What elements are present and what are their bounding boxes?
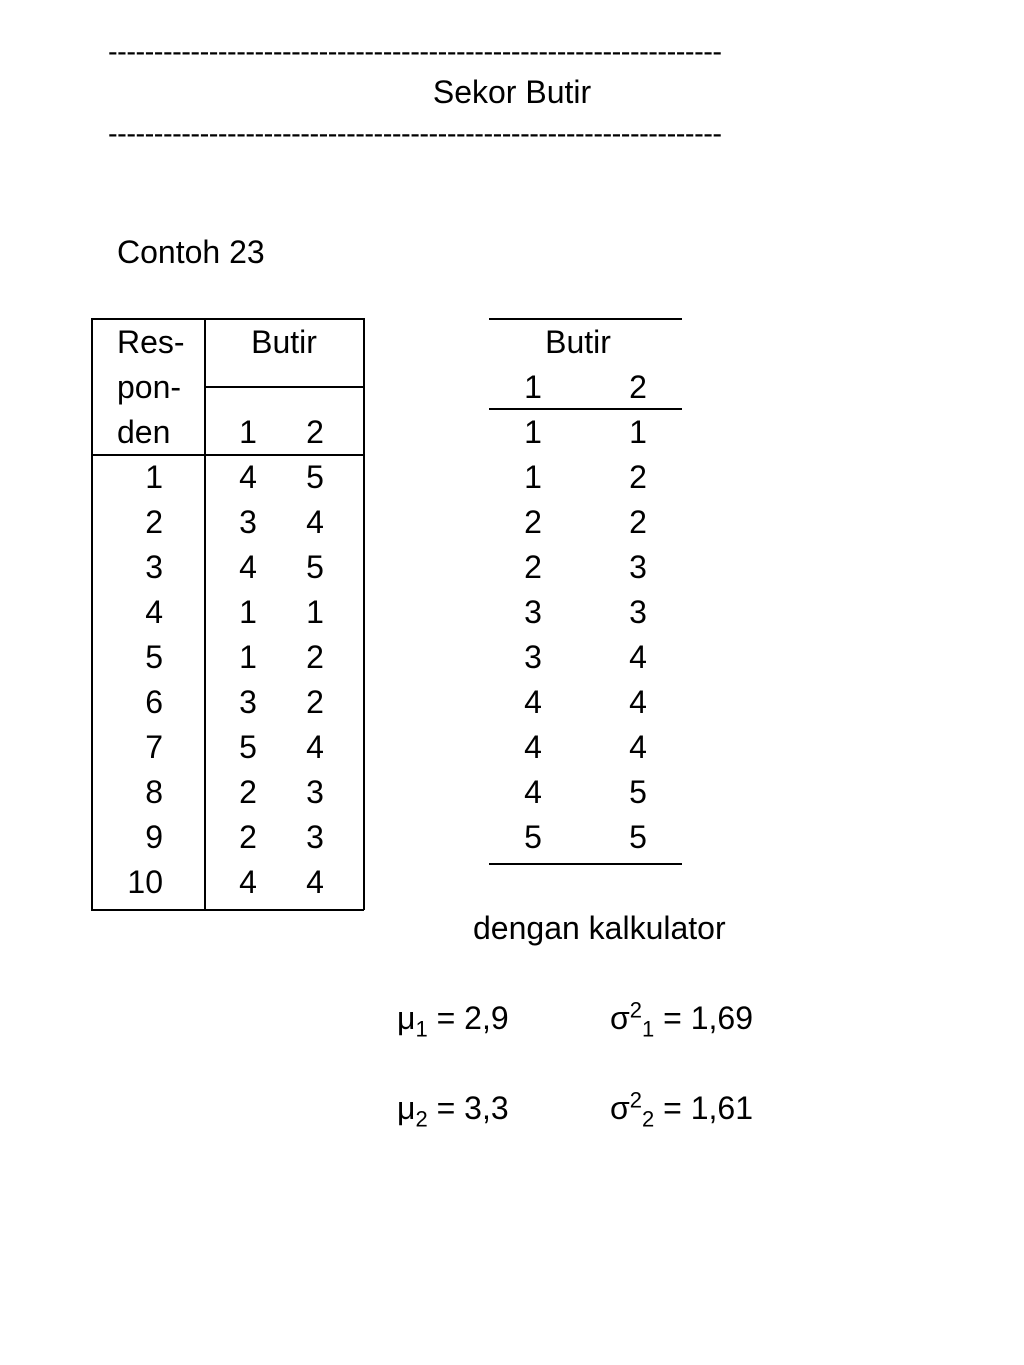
left-table-header-divider (91, 454, 364, 456)
sorted-item-2-score: 4 (629, 729, 647, 765)
right-table-bottom-rule (489, 863, 682, 865)
item-2-score: 4 (306, 864, 324, 900)
sorted-item-1-score: 4 (524, 684, 542, 720)
sorted-item-1-score: 5 (524, 819, 542, 855)
item-1-score: 4 (239, 459, 257, 495)
variance-value: = 1,61 (654, 1090, 753, 1126)
respondent-number: 9 (145, 819, 163, 855)
mu-subscript: 2 (415, 1106, 428, 1132)
item-2-score: 1 (306, 594, 324, 630)
calculator-note: dengan kalkulator (473, 910, 726, 946)
mean-value: = 3,3 (427, 1090, 509, 1126)
sorted-item-2-score: 3 (629, 549, 647, 585)
respondent-number: 6 (145, 684, 163, 720)
header-rule-top: ------------------------------------------------------------------- (108, 36, 722, 68)
example-label: Contoh 23 (117, 234, 265, 270)
sorted-item-1-score: 2 (524, 549, 542, 585)
right-table-header-rule (489, 408, 682, 410)
respondent-number: 3 (145, 549, 163, 585)
item-2-score: 3 (306, 774, 324, 810)
item-2-score: 5 (306, 549, 324, 585)
sorted-item-2-score: 4 (629, 639, 647, 675)
left-butir-header: Butir (251, 324, 317, 360)
respondent-number: 10 (127, 864, 163, 900)
sigma-superscript: 2 (629, 997, 642, 1023)
mean-value: = 2,9 (427, 1000, 509, 1036)
item-2-score: 2 (306, 639, 324, 675)
respondent-number: 8 (145, 774, 163, 810)
item-1-score: 4 (239, 549, 257, 585)
left-table-column-divider (204, 318, 206, 910)
respondent-header-line-1: Res- (117, 324, 185, 360)
left-table-bottom-border (91, 909, 364, 911)
mu-subscript: 1 (415, 1016, 428, 1042)
mean-1 (397, 1000, 509, 1042)
item-1-score: 4 (239, 864, 257, 900)
respondent-header-line-2: pon- (117, 369, 182, 405)
respondent-number: 5 (145, 639, 163, 675)
sigma-subscript: 1 (642, 1016, 655, 1042)
sorted-item-1-score: 2 (524, 504, 542, 540)
right-item-header-2: 2 (629, 369, 647, 405)
respondent-number: 7 (145, 729, 163, 765)
mu-symbol: μ (397, 1000, 416, 1036)
respondent-number: 2 (145, 504, 163, 540)
respondent-number: 4 (145, 594, 163, 630)
sigma-superscript: 2 (629, 1087, 642, 1113)
item-2-score: 3 (306, 819, 324, 855)
mean-2 (397, 1090, 509, 1132)
item-1-score: 2 (239, 774, 257, 810)
sigma-symbol: σ (610, 1000, 630, 1036)
left-item-header-2: 2 (306, 414, 324, 450)
sorted-item-2-score: 3 (629, 594, 647, 630)
sigma-symbol: σ (610, 1090, 630, 1126)
item-1-score: 5 (239, 729, 257, 765)
right-item-header-1: 1 (524, 369, 542, 405)
item-2-score: 4 (306, 504, 324, 540)
sorted-item-1-score: 4 (524, 729, 542, 765)
sorted-item-2-score: 5 (629, 819, 647, 855)
item-2-score: 5 (306, 459, 324, 495)
header-rule-bottom: ------------------------------------------------------------------- (108, 118, 722, 150)
item-1-score: 1 (239, 639, 257, 675)
sorted-item-2-score: 2 (629, 459, 647, 495)
left-table-group-divider (204, 386, 364, 388)
sigma-subscript: 2 (642, 1106, 655, 1132)
sorted-item-1-score: 4 (524, 774, 542, 810)
variance-value: = 1,69 (654, 1000, 753, 1036)
item-1-score: 3 (239, 504, 257, 540)
sorted-item-1-score: 1 (524, 459, 542, 495)
page-title: Sekor Butir (432, 74, 592, 110)
sorted-item-2-score: 1 (629, 414, 647, 450)
sorted-item-2-score: 5 (629, 774, 647, 810)
respondent-header-line-3: den (117, 414, 171, 450)
right-butir-header: Butir (545, 324, 611, 360)
item-1-score: 3 (239, 684, 257, 720)
left-table-top-border (91, 318, 364, 320)
left-table-right-border (363, 318, 365, 910)
sorted-item-2-score: 4 (629, 684, 647, 720)
mu-symbol: μ (397, 1090, 416, 1126)
left-table-left-border (91, 318, 93, 910)
sorted-item-2-score: 2 (629, 504, 647, 540)
respondent-number: 1 (145, 459, 163, 495)
right-table-top-rule (489, 318, 682, 320)
variance-2 (610, 1087, 753, 1132)
item-1-score: 1 (239, 594, 257, 630)
sorted-item-1-score: 3 (524, 594, 542, 630)
variance-1 (610, 997, 753, 1042)
left-item-header-1: 1 (239, 414, 257, 450)
sorted-item-1-score: 3 (524, 639, 542, 675)
sorted-item-1-score: 1 (524, 414, 542, 450)
item-2-score: 4 (306, 729, 324, 765)
item-2-score: 2 (306, 684, 324, 720)
item-1-score: 2 (239, 819, 257, 855)
